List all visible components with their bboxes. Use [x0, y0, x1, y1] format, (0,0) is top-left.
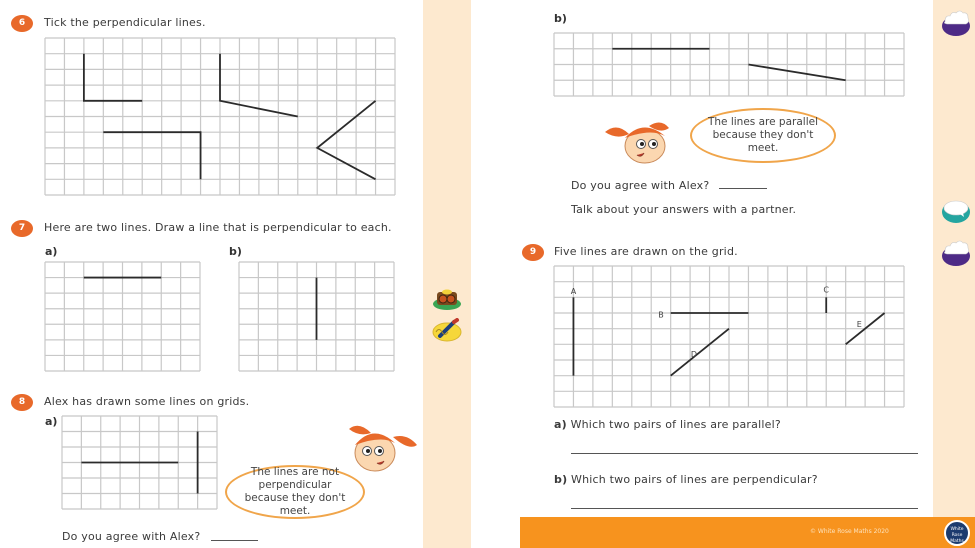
q7-part-a-label: a): [45, 245, 58, 258]
line-label: D: [690, 349, 698, 359]
q8a-speech-bubble: The lines are not perpendicular because they don't meet.: [225, 465, 365, 519]
line-label: C: [823, 285, 830, 295]
question-6-text: Tick the perpendicular lines.: [44, 16, 206, 29]
q8a-answer-line[interactable]: [211, 540, 258, 541]
drawn-line: [671, 329, 729, 376]
speech-bubble-icon: [940, 197, 972, 225]
q7b-grid[interactable]: [239, 262, 394, 371]
q9-part-b: [554, 473, 818, 486]
q8b-answer-line[interactable]: [719, 188, 767, 189]
thought-bubble-icon: [940, 8, 972, 38]
question-6-badge: 6: [11, 15, 33, 32]
q9-part-b-text: Which two pairs of lines are perpendicular?: [571, 473, 818, 486]
drawn-line: [317, 101, 375, 180]
copyright-text: © White Rose Maths 2020: [810, 528, 889, 535]
q9-part-a-label: a): [554, 418, 567, 431]
q9b-answer-line[interactable]: [571, 508, 918, 509]
q8b-agree-question: Do you agree with Alex?: [571, 179, 710, 192]
q8-part-b-label: b): [554, 12, 567, 25]
q9-part-a: [554, 418, 781, 431]
drawn-line: [748, 65, 845, 81]
thought-bubble-icon: [940, 238, 972, 268]
q7a-grid[interactable]: [45, 262, 200, 371]
q6-grid: [45, 38, 395, 195]
q9a-answer-line[interactable]: [571, 453, 918, 454]
q7-part-b-label: b): [229, 245, 242, 258]
question-8-text: Alex has drawn some lines on grids.: [44, 395, 250, 408]
alex-character: [603, 118, 685, 170]
q8-part-a-label: a): [45, 415, 58, 428]
question-9-badge: 9: [522, 244, 544, 261]
question-8-badge: 8: [11, 394, 33, 411]
drawn-line: [84, 54, 142, 101]
q8b-speech-bubble: The lines are parallel because they don't meet.: [690, 108, 836, 163]
drawn-line: [103, 132, 200, 179]
question-7-text: Here are two lines. Draw a line that is perpendicular to each.: [44, 221, 392, 234]
question-9-text: Five lines are drawn on the grid.: [554, 245, 738, 258]
line-label: A: [570, 287, 577, 297]
q8a-grid: [62, 416, 217, 509]
question-7-badge: 7: [11, 220, 33, 237]
q9-part-b-label: b): [554, 473, 568, 486]
white-rose-maths-logo: White Rose Maths: [944, 520, 970, 546]
q9-grid: [554, 266, 904, 407]
line-label: B: [658, 310, 664, 320]
problem-solving-icon: [432, 318, 462, 342]
footer-bar: [520, 517, 975, 548]
q8-talk-prompt: Talk about your answers with a partner.: [571, 203, 797, 216]
center-margin-strip: [423, 0, 471, 548]
reasoning-icon: [432, 287, 462, 311]
q8a-agree-question: Do you agree with Alex?: [62, 530, 201, 543]
q8b-grid: [554, 33, 904, 96]
q9-part-a-text: Which two pairs of lines are parallel?: [570, 418, 781, 431]
line-label: E: [856, 320, 862, 330]
